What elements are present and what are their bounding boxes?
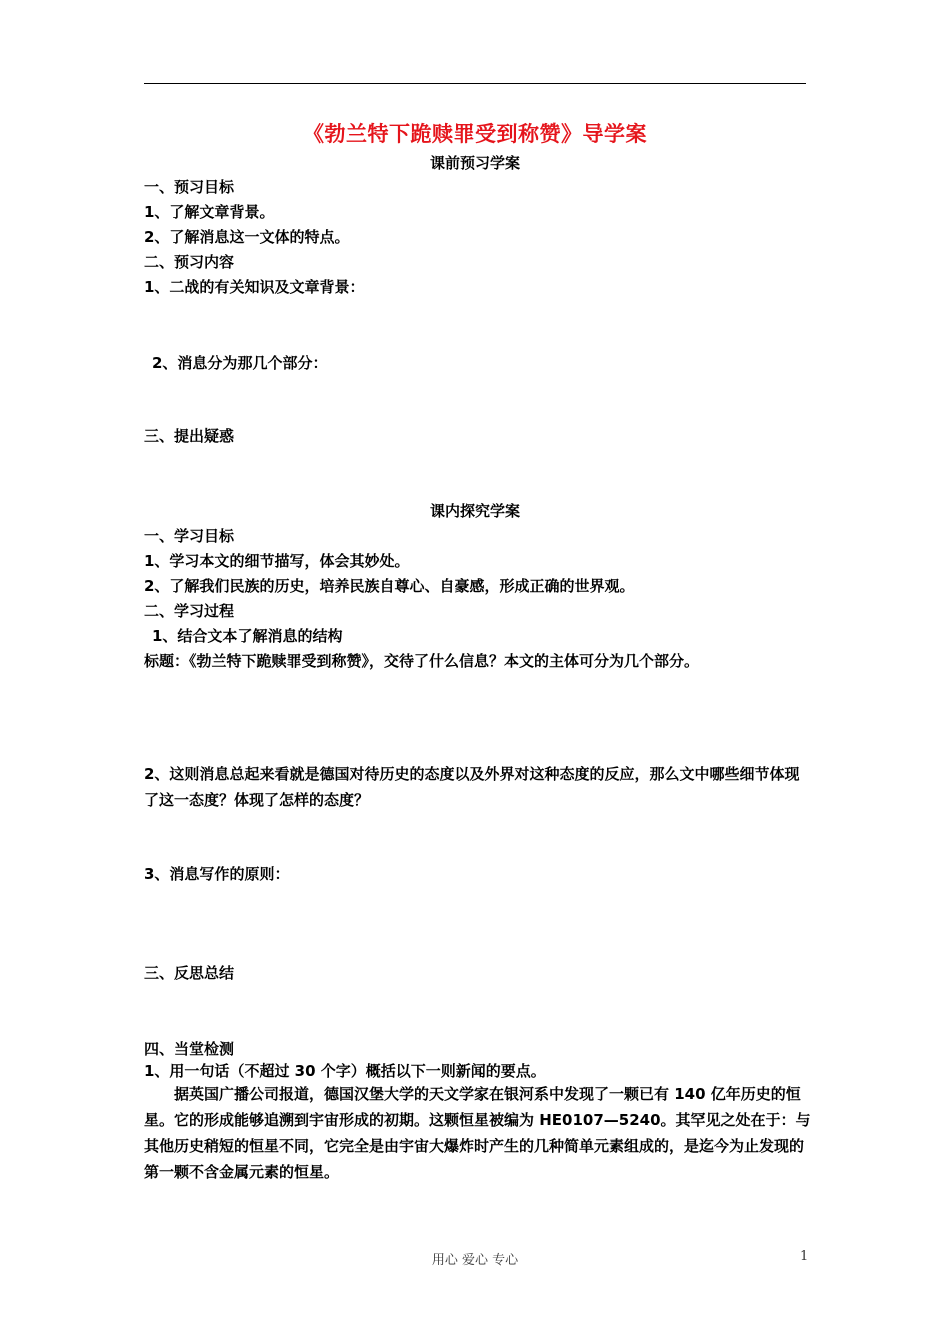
learning-goal-2: 2、了解我们民族的历史，培养民族自尊心、自豪感，形成正确的世界观。 [144,577,635,595]
preview-questions-heading: 三、提出疑惑 [144,427,235,445]
check-heading: 四、当堂检测 [144,1040,235,1058]
footer-motto: 用心 爱心 专心 [431,1253,519,1268]
section-heading-inclass: 课内探究学案 [429,502,520,520]
learning-process-heading: 二、学习过程 [144,602,235,620]
learning-goal-1: 1、学习本文的细节描写，体会其妙处。 [144,552,410,570]
learning-process-title-question: 标题：《勃兰特下跪赎罪受到称赞》，交待了什么信息？本文的主体可分为几个部分。 [144,652,700,670]
learning-process-1: 1、结合文本了解消息的结构 [152,627,343,645]
preview-content-heading: 二、预习内容 [144,253,235,271]
learning-process-2: 2、这则消息总起来看就是德国对待历史的态度以及外界对这种态度的反应，那么文中哪些细节体现了这一态度？体现了怎样的态度？ [144,765,800,809]
section-heading-preview: 课前预习学案 [429,154,520,172]
learning-goal-heading: 一、学习目标 [144,527,235,545]
preview-goal-1: 1、了解文章背景。 [144,203,275,221]
reflection-heading: 三、反思总结 [144,964,235,982]
preview-content-2: 2、消息分为那几个部分： [152,354,328,372]
learning-process-3: 3、消息写作的原则： [144,865,290,883]
news-paragraph: 据英国广播公司报道，德国汉堡大学的天文学家在银河系中发现了一颗已有 140 亿年历史的恒星。它的形成能够追溯到宇宙形成的初期。这颗恒星被编为 HE0107—5240。其罕见之处在于：与其他历史稍短的恒星不同，它完全是由宇宙大爆炸时产生的几种简单元素组成的，是迄今为止发现的第一颗不含金属元素的恒星。 [144,1085,811,1181]
preview-goal-2: 2、了解消息这一文体的特点。 [144,228,350,246]
header-rule [144,83,806,84]
check-question-1: 1、用一句话（不超过 30 个字）概括以下一则新闻的要点。 [144,1062,546,1080]
page-number: 1 [800,1249,809,1264]
preview-content-1: 1、二战的有关知识及文章背景： [144,278,365,296]
document-title: 《勃兰特下跪赎罪受到称赞》导学案 [303,122,647,146]
preview-goal-heading: 一、预习目标 [144,178,235,196]
